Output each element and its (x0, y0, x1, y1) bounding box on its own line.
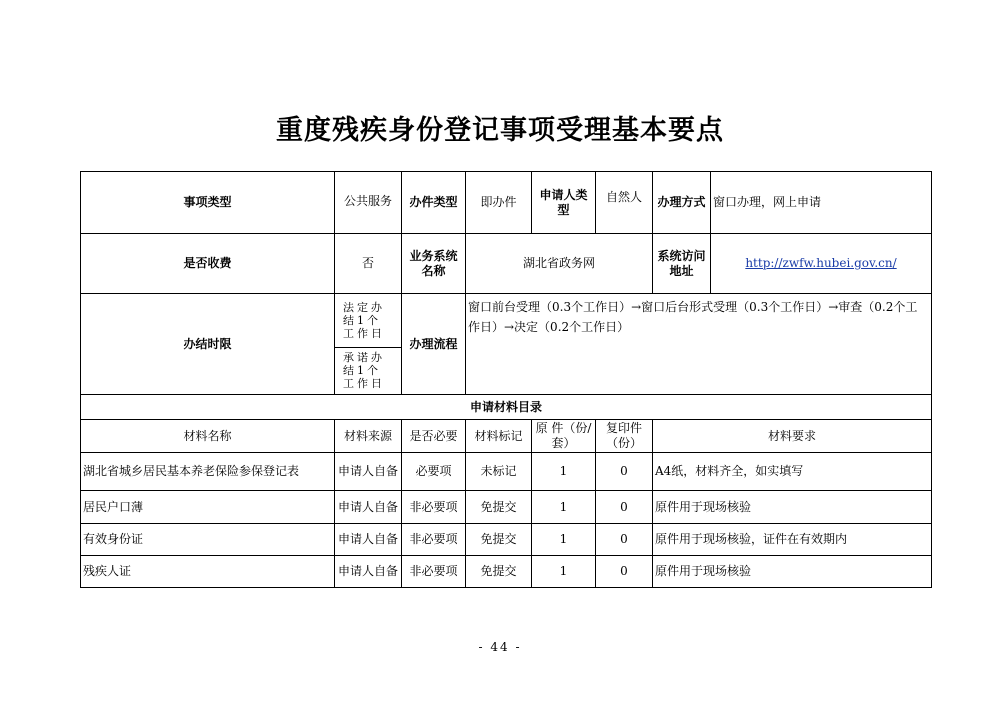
requirements-table (80, 171, 932, 588)
material-requirement: 原件用于现场核验，证件在有效期内 (653, 524, 932, 556)
page-number: - 44 - (478, 640, 522, 654)
applicant-type-value: 自然人 (596, 172, 653, 234)
material-original: 1 (532, 491, 596, 524)
table-row (81, 556, 932, 588)
material-source: 申请人自备 (335, 491, 402, 524)
material-required: 非必要项 (402, 556, 466, 588)
material-name: 残疾人证 (81, 556, 335, 588)
row-time-limit (81, 294, 932, 395)
material-mark: 未标记 (466, 453, 532, 491)
material-required: 非必要项 (402, 491, 466, 524)
system-url-label: 系统访问地址 (653, 234, 711, 294)
table-row (81, 524, 932, 556)
material-source: 申请人自备 (335, 524, 402, 556)
material-copy: 0 (596, 491, 653, 524)
materials-section-title: 申请材料目录 (81, 395, 932, 420)
col-header-name: 材料名称 (81, 420, 335, 453)
process-label: 办理流程 (402, 294, 466, 395)
page-title: 重度残疾身份登记事项受理基本要点 (276, 115, 724, 146)
material-mark: 免提交 (466, 491, 532, 524)
system-name-label: 业务系统名称 (402, 234, 466, 294)
material-copy: 0 (596, 556, 653, 588)
materials-header-row (81, 420, 932, 453)
material-copy: 0 (596, 453, 653, 491)
table-row (81, 491, 932, 524)
material-source: 申请人自备 (335, 556, 402, 588)
material-requirement: 原件用于现场核验 (653, 556, 932, 588)
method-value: 窗口办理，网上申请 (711, 172, 932, 234)
item-type-value: 公共服务 (335, 172, 402, 234)
handle-type-value: 即办件 (466, 172, 532, 234)
table-row (81, 453, 932, 491)
col-header-required: 是否必要 (402, 420, 466, 453)
legal-limit: 法定办结1个工作日 (335, 295, 401, 348)
material-requirement: A4纸，材料齐全，如实填写 (653, 453, 932, 491)
material-mark: 免提交 (466, 524, 532, 556)
material-name: 有效身份证 (81, 524, 335, 556)
material-requirement: 原件用于现场核验 (653, 491, 932, 524)
fee-value: 否 (335, 234, 402, 294)
material-mark: 免提交 (466, 556, 532, 588)
applicant-type-label: 申请人类型 (532, 172, 596, 234)
material-source: 申请人自备 (335, 453, 402, 491)
system-url-cell (711, 234, 932, 294)
time-limit-values (335, 294, 402, 395)
row-fee (81, 234, 932, 294)
col-header-copy: 复印件（份） (596, 420, 653, 453)
material-name: 居民户口薄 (81, 491, 335, 524)
promised-limit: 承诺办结1个工作日 (343, 351, 385, 391)
material-original: 1 (532, 556, 596, 588)
col-header-source: 材料来源 (335, 420, 402, 453)
col-header-mark: 材料标记 (466, 420, 532, 453)
material-original: 1 (532, 453, 596, 491)
material-required: 必要项 (402, 453, 466, 491)
fee-label: 是否收费 (81, 234, 335, 294)
material-original: 1 (532, 524, 596, 556)
material-copy: 0 (596, 524, 653, 556)
col-header-requirement: 材料要求 (653, 420, 932, 453)
handle-type-label: 办件类型 (402, 172, 466, 234)
row-item-type (81, 172, 932, 234)
system-url-link[interactable]: http://zwfw.hubei.gov.cn/ (745, 256, 897, 270)
material-name: 湖北省城乡居民基本养老保险参保登记表 (81, 453, 335, 491)
materials-section-header (81, 395, 932, 420)
process-value: 窗口前台受理（0.3个工作日）→窗口后台形式受理（0.3个工作日）→审查（0.2个工作日）→决定（0.2个工作日） (466, 294, 932, 395)
method-label: 办理方式 (653, 172, 711, 234)
item-type-label: 事项类型 (81, 172, 335, 234)
material-required: 非必要项 (402, 524, 466, 556)
system-name-value: 湖北省政务网 (466, 234, 653, 294)
time-limit-label: 办结时限 (81, 294, 335, 395)
col-header-original: 原 件（份/套） (532, 420, 596, 453)
